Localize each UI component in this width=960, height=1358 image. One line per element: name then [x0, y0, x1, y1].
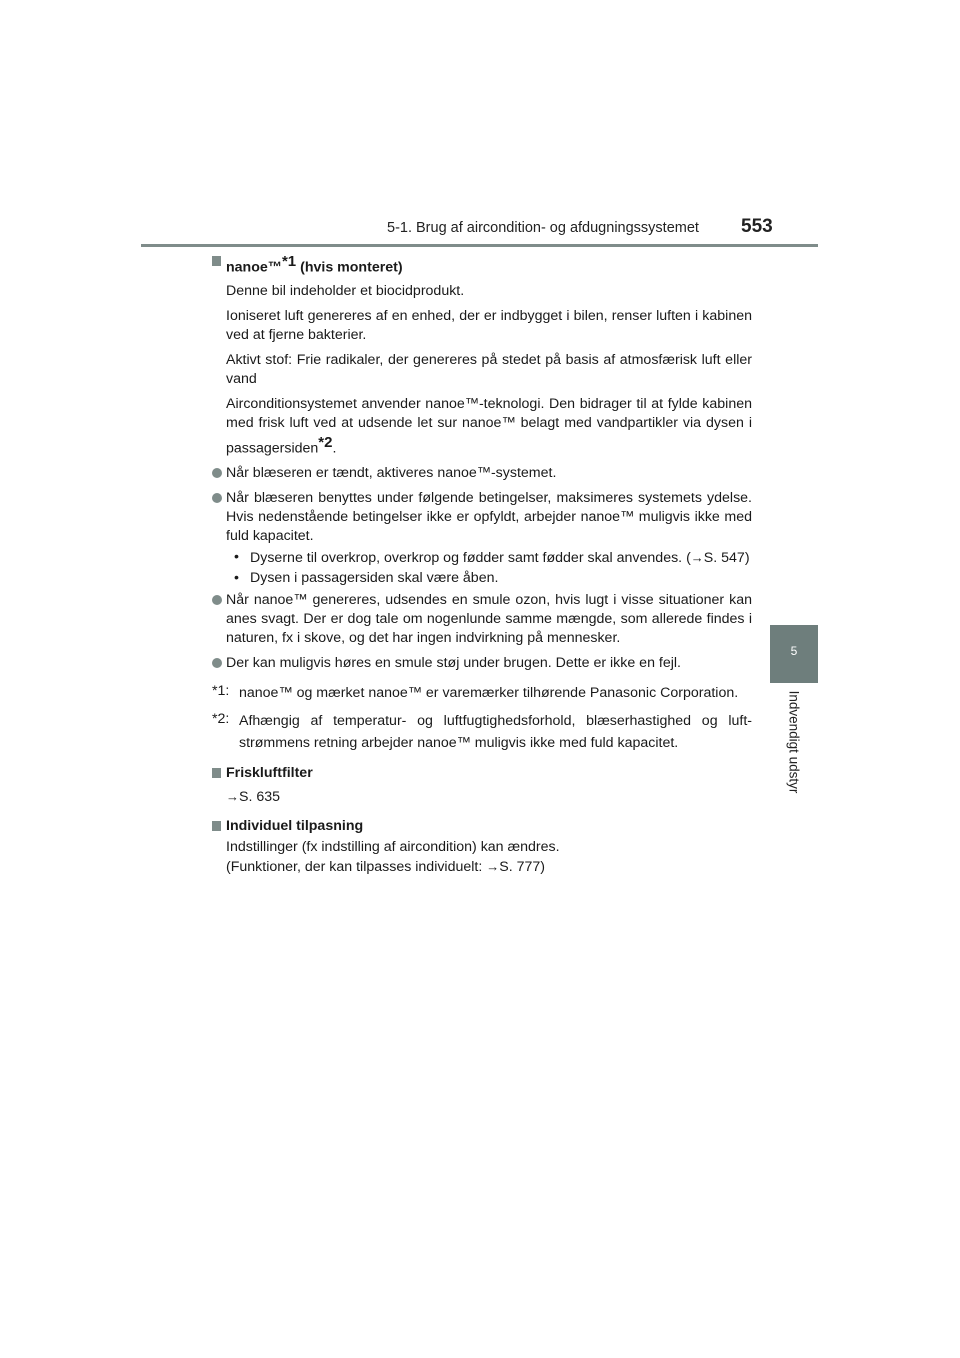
- paragraph: (Funktioner, der kan tilpasses individuelt: →S. 777): [226, 859, 545, 876]
- footnote-1: *1: nanoe™ og mærket nanoe™ er varemærker tilhørende Panasonic Corporation.: [212, 682, 752, 704]
- page-content: [212, 252, 752, 883]
- arrow-right-icon: →: [690, 550, 704, 566]
- paragraph: Airconditionsystemet anvender nanoe™-teknologi. Den bidrager til at fylde kabinen med frisk luft ved at udsende let sur nanoe™ belagt med vandpartikler via dysen i passagersiden$^{*2}$.: [226, 395, 752, 457]
- paragraph: Indstillinger (fx indstilling af aircondition) kan ændres.: [226, 839, 560, 856]
- circle-bullet-icon: [212, 595, 222, 605]
- arrow-right-icon: →: [486, 859, 500, 875]
- list-item: Der kan muligvis høres en smule støj under brugen. Dette er ikke en fejl.: [212, 654, 752, 673]
- footnote-2: *2: Afhængig af temperatur- og luftfugtighedsforhold, blæserhastighed og luftstrømmens retning arbejder nanoe™ muligvis ikke med fuld kapacitet.: [212, 710, 752, 754]
- chapter-number: 5: [790, 644, 798, 658]
- arrow-right-icon: →: [226, 789, 239, 805]
- circle-bullet-icon: [212, 658, 222, 668]
- dot-bullet-icon: •: [234, 549, 239, 566]
- square-marker-icon: [212, 768, 221, 778]
- paragraph: Ioniseret luft genereres af en enhed, der er indbygget i bilen, renser luften i kabinen ved at fjerne bakterier.: [226, 307, 752, 343]
- heading-friskluftfilter: Friskluftfilter: [212, 764, 752, 783]
- list-item: Når blæseren benyttes under følgende betingelser, maksimeres systemets ydelse. Hvis nedenstående betingelser ikke er opfyldt, arbejder nanoe™ muligvis ikke med fuld kapacitet.: [212, 489, 752, 546]
- sub-list-item: • Dysen i passagersiden skal være åben.: [234, 570, 499, 587]
- footnote-marker: *1:: [212, 683, 230, 700]
- sub-list-item: • Dyserne til overkrop, overkrop og fødder samt fødder skal anvendes. (→S. 547): [234, 549, 750, 567]
- page-reference-link[interactable]: S. 777): [499, 859, 545, 876]
- footnote-ref-2: *2: [318, 433, 333, 451]
- circle-bullet-icon: [212, 468, 222, 478]
- list-item: Når nanoe™ genereres, udsendes en smule ozon, hvis lugt i visse situationer kan anes svagt. Der er dog tale om nogenlunde samme mængde, som allerede findes i naturen, fx i skove, og det har ingen indvirkning på mennesker.: [212, 591, 752, 648]
- header-divider: [141, 244, 818, 247]
- page-reference-link[interactable]: S. 547): [703, 550, 750, 567]
- page-number: 553: [741, 216, 773, 237]
- footnote-ref-1: *1: [281, 253, 297, 270]
- paragraph: Aktivt stof: Frie radikaler, der genereres på stedet på basis af atmosfærisk luft eller vand: [226, 351, 752, 387]
- list-item: Når blæseren er tændt, aktiveres nanoe™-systemet.: [212, 464, 752, 483]
- chapter-label: Indvendigt udstyr: [786, 690, 802, 794]
- reference-line: [212, 787, 752, 807]
- dot-bullet-icon: •: [234, 570, 239, 587]
- heading-individuel-tilpasning: Individuel tilpasning: [212, 817, 752, 836]
- square-marker-icon: [212, 256, 221, 266]
- heading-nanoe: nanoe™$^{*1}$ (hvis monteret): [212, 252, 752, 278]
- page-reference-link[interactable]: S. 635: [239, 789, 281, 806]
- square-marker-icon: [212, 821, 221, 831]
- section-title: 5-1. Brug af aircondition- og afdugningssystemet: [387, 220, 699, 236]
- paragraph: Denne bil indeholder et biocidprodukt.: [226, 282, 465, 299]
- circle-bullet-icon: [212, 493, 222, 503]
- footnote-marker: *2:: [212, 711, 230, 728]
